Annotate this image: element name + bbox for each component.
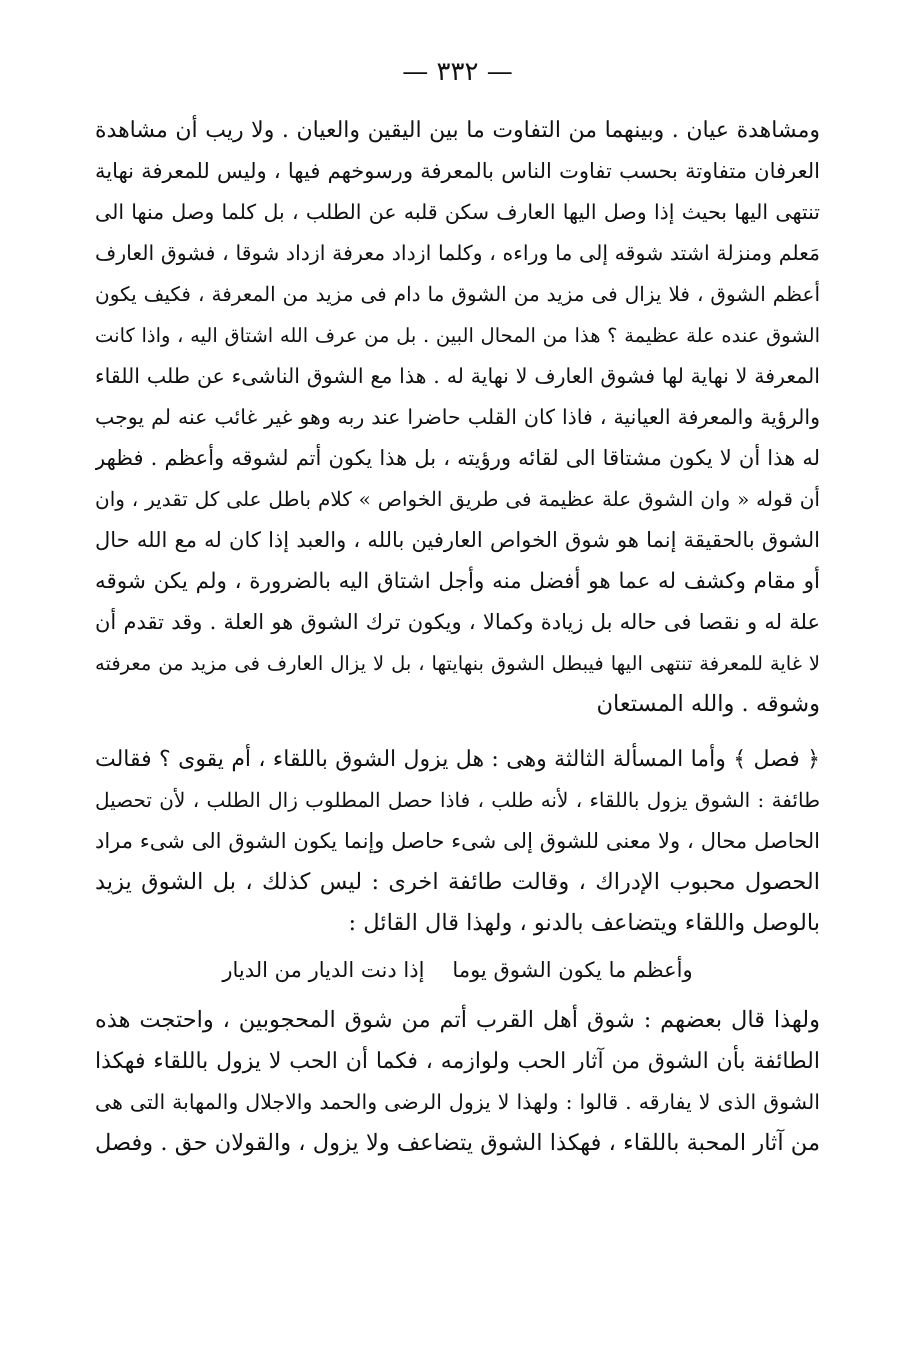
text-line: علة له و نقصا فى حاله بل زيادة وكمالا ، ويكون ترك الشوق هو العلة . وقد تقدم أن: [95, 610, 820, 634]
text-line: أن قوله « وان الشوق علة عظيمة فى طريق الخواص » كلام باطل على كل تقدير ، وان: [95, 487, 820, 511]
text-line: لا غاية للمعرفة تنتهى اليها فيبطل الشوق بنهايتها ، بل لا يزال العارف فى مزيد من معرفته: [95, 652, 820, 675]
text-line: أعظم الشوق ، فلا يزال فى مزيد من الشوق ما دام فى مزيد من المعرفة ، فكيف يكون: [95, 282, 820, 306]
verse-hemistich-2: إذا دنت الديار من الديار: [222, 958, 425, 982]
text-line: من آثار المحبة باللقاء ، فهكذا الشوق يتضاعف ولا يزول ، والقولان حق . وفصل: [95, 1130, 820, 1156]
verse-hemistich-1: وأعظم ما يكون الشوق يوما: [452, 958, 693, 982]
paragraph-3: [95, 1000, 820, 1164]
paragraph-2: [95, 739, 820, 944]
text-line: طائفة : الشوق يزول باللقاء ، لأنه طلب ، فاذا حصل المطلوب زال الطلب ، لأن تحصيل: [95, 788, 820, 812]
text-line: والرؤية والمعرفة العيانية ، فاذا كان القلب حاضرا عند ربه وهو غير غائب عنه لم يوجب: [95, 405, 820, 429]
text-line: ومشاهدة عيان . وبينهما من التفاوت ما بين اليقين والعيان . ولا ريب أن مشاهدة: [95, 118, 820, 143]
text-line: وشوقه . والله المستعان: [596, 691, 820, 717]
paragraph-1: [95, 110, 820, 725]
text-line: ولهذا قال بعضهم : شوق أهل القرب أتم من شوق المحجوبين ، واحتجت هذه: [95, 1007, 820, 1033]
text-line: بالوصل واللقاء ويتضاعف بالدنو ، ولهذا قال القائل :: [348, 910, 820, 936]
text-line: المعرفة لا نهاية لها فشوق العارف لا نهاية له . هذا مع الشوق الناشىء عن طلب اللقاء: [95, 364, 820, 388]
poetry-verse: [95, 944, 820, 1000]
text-line: الشوق بالحقيقة إنما هو شوق الخواص العارفين بالله ، والعبد إذا كان له مع الله حال: [95, 528, 820, 552]
text-line: ﴿ فصل ﴾ وأما المسألة الثالثة وهى : هل يزول الشوق باللقاء ، أم يقوى ؟ فقالت: [95, 747, 820, 772]
text-line: أو مقام وكشف له عما هو أفضل منه وأجل اشتاق اليه بالضرورة ، ولم يكن شوقه: [95, 569, 820, 594]
text-line: الحصول محبوب الإدراك ، وقالت طائفة اخرى : ليس كذلك ، بل الشوق يزيد: [95, 869, 820, 895]
book-page: [95, 50, 820, 1320]
text-line: الطائفة بأن الشوق من آثار الحب ولوازمه ، فكما أن الحب لا يزول باللقاء فهكذا: [95, 1049, 820, 1074]
text-line: له هذا أن لا يكون مشتاقا الى لقائه ورؤيته ، بل هذا يكون أتم لشوقه وأعظم . فظهر: [95, 446, 820, 470]
page-number: — ٣٣٢ —: [402, 57, 513, 87]
section-gap: [95, 725, 820, 739]
text-line: الشوق عنده علة عظيمة ؟ هذا من المحال البين . بل من عرف الله اشتاق اليه ، واذا كانت: [95, 324, 820, 347]
text-line: مَعلم ومنزلة اشتد شوقه إلى ما وراءه ، وكلما ازداد معرفة ازداد شوقا ، فشوق العارف: [95, 241, 820, 265]
text-line: تنتهى اليها بحيث إذا وصل اليها العارف سكن قلبه عن الطلب ، بل كلما وصل منها الى: [95, 200, 820, 224]
text-line: الحاصل محال ، ولا معنى للشوق إلى شىء حاصل وإنما يكون الشوق الى شىء مراد: [95, 829, 820, 853]
text-line: الشوق الذى لا يفارقه . قالوا : ولهذا لا يزول الرضى والحمد والاجلال والمهابة التى هى: [95, 1090, 820, 1114]
text-line: العرفان متفاوتة بحسب تفاوت الناس بالمعرفة ورسوخهم فيها ، وليس للمعرفة نهاية: [95, 159, 820, 183]
